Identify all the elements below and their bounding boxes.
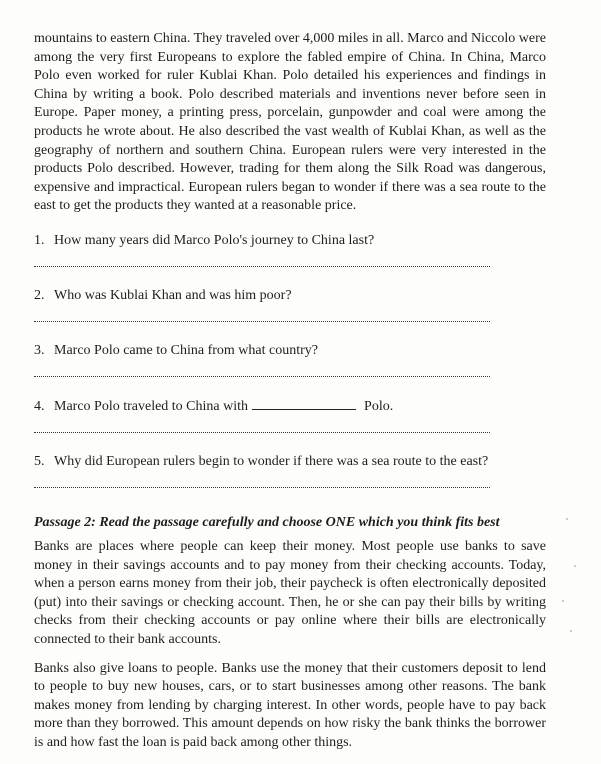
question-text: Who was Kublai Khan and was him poor? bbox=[54, 287, 292, 303]
passage-2-paragraph-1: Banks are places where people can keep their money. Most people use banks to save money in their savings accounts and to pay money from their checking accounts. Today, when a person earns money from their job, their paycheck is often electronically deposited (put) into their savings or checking account. Then, he or she can pay their bills by writing checks from their checking accounts or pay online where their bills are electronically connected to their bank accounts. bbox=[34, 538, 546, 647]
question-5 bbox=[34, 453, 546, 471]
fill-in-blank[interactable] bbox=[252, 397, 356, 410]
question-number: 1. bbox=[34, 232, 45, 248]
question-number: 4. bbox=[34, 398, 45, 414]
question-number: 3. bbox=[34, 342, 45, 358]
document-page bbox=[34, 30, 546, 752]
question-number: 2. bbox=[34, 287, 45, 303]
question-text: Marco Polo came to China from what country? bbox=[54, 342, 318, 358]
question-2 bbox=[34, 287, 546, 305]
question-1 bbox=[34, 232, 546, 250]
scan-speck bbox=[566, 518, 568, 520]
answer-line-1[interactable] bbox=[34, 266, 490, 267]
question-3 bbox=[34, 342, 546, 360]
question-list bbox=[34, 232, 546, 488]
answer-line-5[interactable] bbox=[34, 487, 490, 488]
passage-2-paragraph-2: Banks also give loans to people. Banks use the money that their customers deposit to lend to people to buy new houses, cars, or to start businesses among other reasons. The bank makes money from lending by charging interest. In other words, people have to pay back more than they borrowed. This amount depends on how risky the bank thinks the borrower is and how fast the loan is paid back among other things. bbox=[34, 660, 546, 750]
question-number: 5. bbox=[34, 453, 45, 469]
scan-speck bbox=[574, 565, 576, 567]
passage-2-heading: Passage 2: Read the passage carefully and choose ONE which you think fits best bbox=[34, 514, 500, 530]
answer-line-4[interactable] bbox=[34, 432, 490, 433]
passage-1-text: mountains to eastern China. They traveled over 4,000 miles in all. Marco and Niccolo were among the very first Europeans to explore the fabled empire of China. In China, Marco Polo even worked for ruler Kublai Khan. Polo detailed his experiences and findings in China by writing a book. Polo described materials and inventions never before seen in Europe. Paper money, a printing press, porcelain, gunpowder and coal were among the products he wrote about. He also described the vast wealth of Kublai Khan, as well as the geography of northern and southern China. European rulers were very interested in the products Polo described. However, trading for them along the Silk Road was dangerous, expensive and impractical. European rulers began to wonder if there was a sea route to the east to get the products they wanted at a reasonable price. bbox=[34, 31, 546, 214]
scan-speck bbox=[562, 600, 564, 602]
answer-line-2[interactable] bbox=[34, 321, 490, 322]
answer-line-3[interactable] bbox=[34, 376, 490, 377]
question-text-before: Marco Polo traveled to China with bbox=[54, 398, 249, 414]
scan-speck bbox=[570, 630, 572, 632]
question-text-after: Polo. bbox=[364, 398, 394, 414]
question-text: How many years did Marco Polo's journey to China last? bbox=[54, 232, 375, 248]
question-4 bbox=[34, 397, 546, 416]
question-text: Why did European rulers begin to wonder if there was a sea route to the east? bbox=[54, 453, 489, 469]
